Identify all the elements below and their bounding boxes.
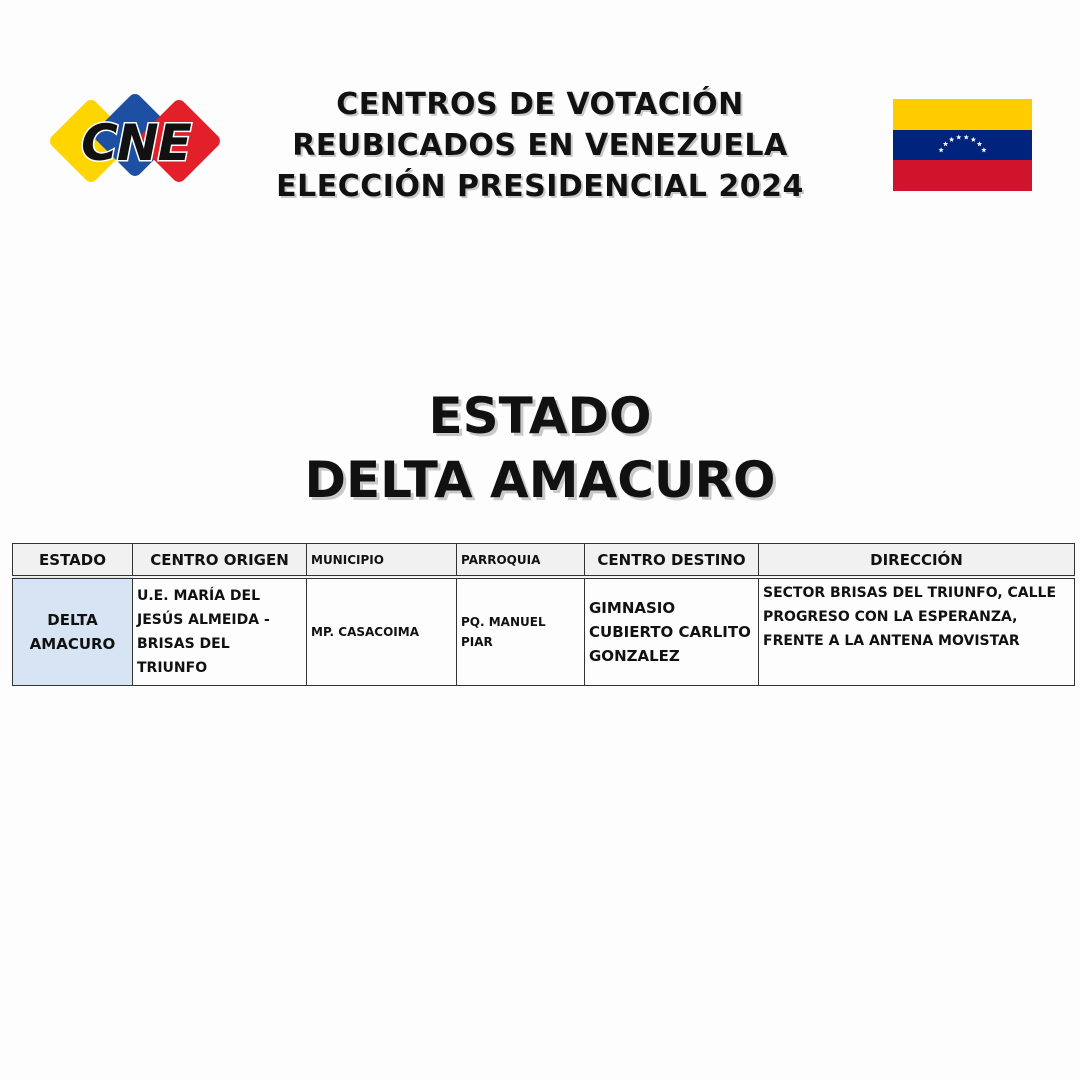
header-municipio: MUNICIPIO bbox=[307, 544, 457, 578]
flag-yellow-stripe bbox=[893, 99, 1032, 130]
venezuela-flag bbox=[893, 99, 1032, 191]
relocation-table bbox=[12, 543, 1075, 686]
cell-estado: DELTA AMACURO bbox=[13, 577, 133, 686]
cell-parroquia: PQ. MANUEL PIAR bbox=[457, 577, 585, 686]
flag-red-stripe bbox=[893, 160, 1032, 191]
header-parroquia: PARROQUIA bbox=[457, 544, 585, 578]
state-heading-line-1: ESTADO bbox=[428, 387, 652, 445]
header-centro-destino: CENTRO DESTINO bbox=[585, 544, 759, 578]
cell-centro-origen: U.E. MARÍA DEL JESÚS ALMEIDA - BRISAS DEL TRIUNFO bbox=[133, 577, 307, 686]
logo-text: CNE bbox=[81, 114, 191, 172]
title-line-1: CENTROS DE VOTACIÓN bbox=[336, 87, 744, 122]
cne-logo bbox=[46, 92, 226, 194]
header-estado: ESTADO bbox=[13, 544, 133, 578]
header-centro-origen: CENTRO ORIGEN bbox=[133, 544, 307, 578]
cell-municipio: MP. CASACOIMA bbox=[307, 577, 457, 686]
page-title bbox=[240, 84, 840, 207]
title-line-2: REUBICADOS EN VENEZUELA bbox=[292, 128, 788, 163]
flag-blue-stripe bbox=[893, 130, 1032, 160]
table-header-row bbox=[13, 544, 1075, 578]
title-line-3: ELECCIÓN PRESIDENCIAL 2024 bbox=[276, 169, 804, 204]
table-row bbox=[13, 577, 1075, 686]
cell-direccion: SECTOR BRISAS DEL TRIUNFO, CALLE PROGRESO CON LA ESPERANZA, FRENTE A LA ANTENA MOVISTAR bbox=[759, 577, 1075, 686]
cell-centro-destino: GIMNASIO CUBIERTO CARLITO GONZALEZ bbox=[585, 577, 759, 686]
header-direccion: DIRECCIÓN bbox=[759, 544, 1075, 578]
state-heading-line-2: DELTA AMACURO bbox=[304, 451, 776, 509]
state-heading bbox=[140, 384, 940, 512]
